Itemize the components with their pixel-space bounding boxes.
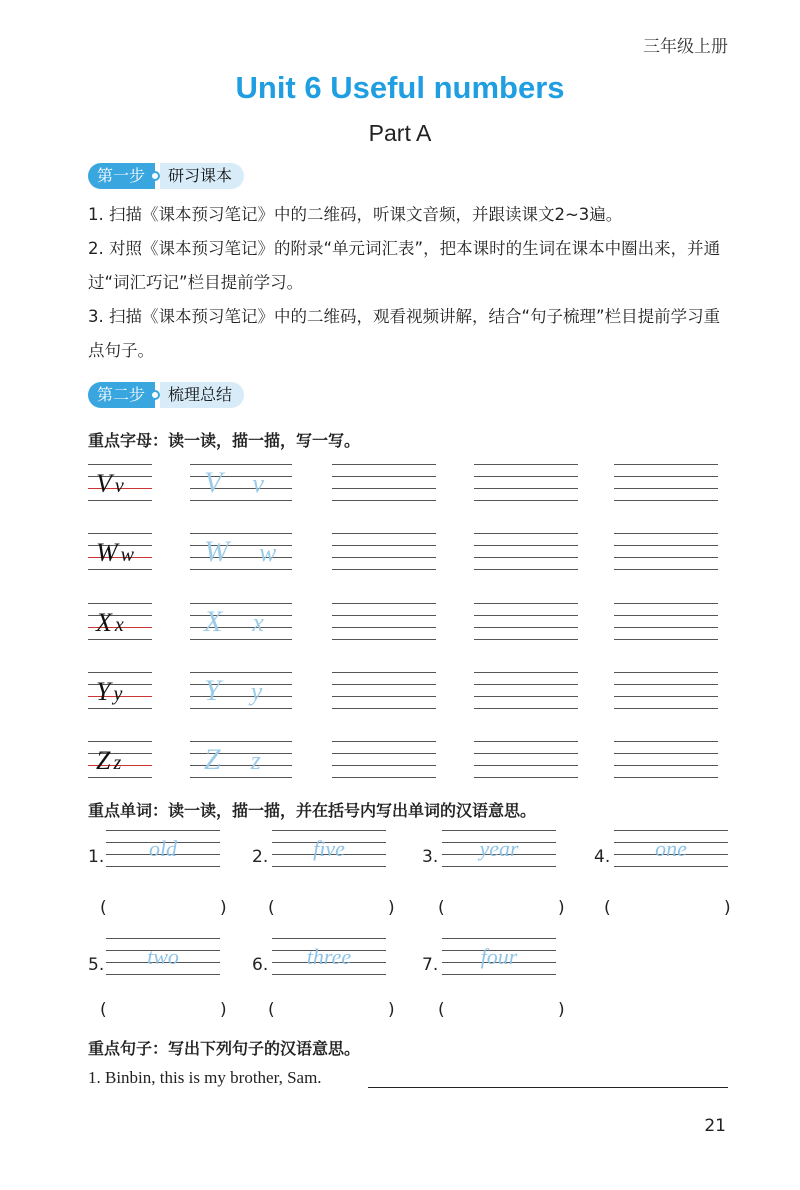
- ruled-line: [474, 672, 578, 673]
- instruction-item: 1. 扫描《课本预习笔记》中的二维码，听课文音频，并跟读课文2~3遍。: [88, 205, 623, 224]
- ruled-line: [614, 753, 718, 754]
- ruled-line: [614, 765, 718, 766]
- ruled-line: [474, 476, 578, 477]
- ruled-line: [474, 557, 578, 558]
- uppercase-letter: X: [204, 605, 223, 638]
- word-number: 6.: [252, 955, 269, 975]
- step-1-label: 第一步: [88, 163, 155, 189]
- letter-trace-strip[interactable]: [190, 741, 292, 777]
- unit-title: Unit 6 Useful numbers: [235, 70, 565, 105]
- paren-close: ): [388, 898, 395, 918]
- paren-open: (: [268, 1000, 275, 1020]
- word-trace-strip[interactable]: [442, 830, 556, 866]
- ruled-line: [332, 615, 436, 616]
- ruled-line: [474, 603, 578, 604]
- trace-letter: [204, 535, 276, 569]
- uppercase-letter: Y: [204, 674, 221, 707]
- word-trace-strip[interactable]: [272, 938, 386, 974]
- step-2-badge: [88, 382, 244, 408]
- words-heading: 重点单词：读一读，描一描，并在括号内写出单词的汉语意思。: [88, 801, 537, 820]
- paren-close: ): [724, 898, 731, 918]
- letter-writing-strip[interactable]: [332, 464, 436, 500]
- ruled-line: [474, 545, 578, 546]
- paren-open: (: [268, 898, 275, 918]
- ruled-line: [474, 765, 578, 766]
- ruled-line: [474, 488, 578, 489]
- ruled-line: [190, 603, 292, 604]
- letter-writing-strip[interactable]: [614, 464, 718, 500]
- word-number: 1.: [88, 847, 105, 867]
- ruled-line: [614, 603, 718, 604]
- ruled-line: [614, 500, 718, 501]
- ruled-line: [106, 938, 220, 939]
- ruled-line: [474, 708, 578, 709]
- paren-open: (: [100, 1000, 107, 1020]
- ruled-line: [190, 569, 292, 570]
- uppercase-letter: V: [204, 466, 223, 499]
- ruled-line: [614, 672, 718, 673]
- step-2-label: 第二步: [88, 382, 155, 408]
- uppercase-letter: V: [96, 469, 113, 498]
- paren-close: ): [220, 1000, 227, 1020]
- model-letter: [96, 538, 135, 568]
- letter-trace-strip[interactable]: [190, 464, 292, 500]
- lowercase-letter: z: [250, 746, 261, 775]
- letter-writing-strip[interactable]: [474, 533, 578, 569]
- ruled-line: [272, 866, 386, 867]
- ruled-line: [474, 684, 578, 685]
- trace-letter: [204, 466, 264, 500]
- word-trace-strip[interactable]: [442, 938, 556, 974]
- ruled-line: [332, 753, 436, 754]
- ruled-line: [614, 684, 718, 685]
- ruled-line: [614, 866, 728, 867]
- paren-close: ): [558, 898, 565, 918]
- ruled-line: [332, 557, 436, 558]
- step-1-instructions: [88, 198, 728, 368]
- ruled-line: [614, 569, 718, 570]
- ruled-line: [614, 545, 718, 546]
- lowercase-letter: w: [120, 544, 136, 566]
- word-number: 2.: [252, 847, 269, 867]
- trace-letter: [204, 743, 261, 777]
- ruled-line: [474, 696, 578, 697]
- ruled-line: [332, 708, 436, 709]
- sentence-item: 1. Binbin, this is my brother, Sam.: [88, 1068, 322, 1087]
- uppercase-letter: Z: [96, 746, 112, 775]
- ruled-line: [190, 464, 292, 465]
- letter-writing-strip[interactable]: [474, 672, 578, 708]
- lowercase-letter: y: [250, 677, 263, 706]
- ruled-line: [190, 639, 292, 640]
- lowercase-letter: v: [252, 469, 264, 498]
- ruled-line: [272, 830, 386, 831]
- letter-model-strip: [88, 741, 152, 777]
- word-trace-strip[interactable]: [106, 830, 220, 866]
- ruled-line: [332, 569, 436, 570]
- ruled-line: [88, 777, 152, 778]
- ruled-line: [614, 488, 718, 489]
- ruled-line: [614, 708, 718, 709]
- model-letter: [96, 608, 125, 638]
- ruled-line: [474, 533, 578, 534]
- letter-writing-strip[interactable]: [614, 672, 718, 708]
- ruled-line: [332, 741, 436, 742]
- lowercase-letter: x: [252, 608, 264, 637]
- trace-word: four: [480, 944, 518, 969]
- word-number: 5.: [88, 955, 105, 975]
- letter-writing-strip[interactable]: [474, 741, 578, 777]
- lowercase-letter: y: [113, 683, 124, 705]
- ruled-line: [332, 488, 436, 489]
- ruled-line: [332, 500, 436, 501]
- letter-trace-strip[interactable]: [190, 533, 292, 569]
- step-dot-icon: [150, 171, 160, 181]
- paren-open: (: [438, 898, 445, 918]
- trace-word: two: [147, 944, 179, 969]
- ruled-line: [88, 533, 152, 534]
- ruled-line: [332, 627, 436, 628]
- ruled-line: [332, 476, 436, 477]
- letter-model-strip: [88, 464, 152, 500]
- letter-model-strip: [88, 533, 152, 569]
- paren-open: (: [604, 898, 611, 918]
- sentences-heading: 重点句子：写出下列句子的汉语意思。: [88, 1039, 361, 1058]
- ruled-line: [88, 464, 152, 465]
- lowercase-letter: w: [259, 538, 277, 567]
- letter-writing-strip[interactable]: [332, 741, 436, 777]
- uppercase-letter: X: [96, 608, 113, 637]
- ruled-line: [474, 569, 578, 570]
- trace-word: three: [306, 944, 352, 969]
- ruled-line: [442, 938, 556, 939]
- letter-trace-strip[interactable]: [190, 603, 292, 639]
- word-trace-strip[interactable]: [272, 830, 386, 866]
- instruction-item: 3. 扫描《课本预习笔记》中的二维码，观看视频讲解，结合“句子梳理”栏目提前学习重点句子。: [88, 307, 721, 360]
- word-trace-strip[interactable]: [106, 938, 220, 974]
- ruled-line: [614, 627, 718, 628]
- letter-writing-strip[interactable]: [474, 464, 578, 500]
- letter-writing-strip[interactable]: [614, 533, 718, 569]
- uppercase-letter: Z: [204, 743, 221, 776]
- ruled-line: [88, 672, 152, 673]
- paren-close: ): [388, 1000, 395, 1020]
- ruled-line: [614, 476, 718, 477]
- letter-model-strip: [88, 672, 152, 708]
- ruled-line: [332, 545, 436, 546]
- ruled-line: [474, 777, 578, 778]
- trace-letter: [204, 605, 264, 639]
- ruled-line: [190, 500, 292, 501]
- letter-writing-strip[interactable]: [332, 533, 436, 569]
- ruled-line: [88, 741, 152, 742]
- step-dot-icon: [150, 390, 160, 400]
- ruled-line: [190, 777, 292, 778]
- ruled-line: [88, 500, 152, 501]
- ruled-line: [88, 603, 152, 604]
- ruled-line: [474, 615, 578, 616]
- ruled-line: [332, 603, 436, 604]
- ruled-line: [88, 569, 152, 570]
- ruled-line: [614, 557, 718, 558]
- ruled-line: [332, 696, 436, 697]
- ruled-line: [614, 830, 728, 831]
- step-1-badge: [88, 163, 244, 189]
- ruled-line: [614, 696, 718, 697]
- ruled-line: [190, 708, 292, 709]
- trace-letter: [204, 674, 262, 708]
- uppercase-letter: W: [96, 538, 119, 567]
- ruled-line: [332, 533, 436, 534]
- trace-word: year: [479, 836, 519, 861]
- ruled-line: [190, 741, 292, 742]
- sentence-answer-line[interactable]: [368, 1087, 728, 1088]
- uppercase-letter: W: [204, 535, 229, 568]
- model-letter: [96, 469, 125, 499]
- word-trace-strip[interactable]: [614, 830, 728, 866]
- ruled-line: [190, 533, 292, 534]
- ruled-line: [88, 708, 152, 709]
- page-number: 21: [704, 1116, 726, 1136]
- instruction-item: 2. 对照《课本预习笔记》的附录“单元词汇表”，把本课时的生词在课本中圈出来，并通过“词汇巧记”栏目提前学习。: [88, 239, 721, 292]
- letter-writing-strip[interactable]: [614, 603, 718, 639]
- ruled-line: [332, 684, 436, 685]
- letter-writing-strip[interactable]: [332, 672, 436, 708]
- paren-close: ): [558, 1000, 565, 1020]
- paren-open: (: [100, 898, 107, 918]
- trace-word: one: [655, 836, 687, 861]
- ruled-line: [442, 974, 556, 975]
- part-title: Part A: [368, 120, 432, 146]
- letter-writing-strip[interactable]: [474, 603, 578, 639]
- ruled-line: [272, 974, 386, 975]
- ruled-line: [474, 753, 578, 754]
- ruled-line: [614, 777, 718, 778]
- paren-close: ): [220, 898, 227, 918]
- trace-word: old: [148, 836, 178, 861]
- ruled-line: [190, 672, 292, 673]
- ruled-line: [272, 938, 386, 939]
- letter-writing-strip[interactable]: [614, 741, 718, 777]
- ruled-line: [332, 464, 436, 465]
- lowercase-letter: z: [113, 752, 123, 774]
- ruled-line: [614, 533, 718, 534]
- letter-model-strip: [88, 603, 152, 639]
- model-letter: [96, 746, 122, 776]
- word-number: 4.: [594, 847, 611, 867]
- ruled-line: [474, 627, 578, 628]
- ruled-line: [106, 866, 220, 867]
- ruled-line: [442, 866, 556, 867]
- ruled-line: [332, 777, 436, 778]
- letter-trace-strip[interactable]: [190, 672, 292, 708]
- paren-open: (: [438, 1000, 445, 1020]
- lowercase-letter: v: [114, 475, 125, 497]
- ruled-line: [614, 615, 718, 616]
- ruled-line: [332, 765, 436, 766]
- ruled-line: [332, 639, 436, 640]
- step-2-name: 梳理总结: [160, 382, 244, 408]
- ruled-line: [614, 464, 718, 465]
- model-letter: [96, 677, 123, 707]
- step-1-name: 研习课本: [160, 163, 244, 189]
- word-number: 3.: [422, 847, 439, 867]
- word-number: 7.: [422, 955, 439, 975]
- ruled-line: [474, 500, 578, 501]
- ruled-line: [442, 830, 556, 831]
- uppercase-letter: Y: [96, 677, 112, 706]
- grade-label: 三年级上册: [643, 37, 728, 57]
- ruled-line: [332, 672, 436, 673]
- lowercase-letter: x: [114, 614, 125, 636]
- ruled-line: [106, 974, 220, 975]
- ruled-line: [88, 639, 152, 640]
- ruled-line: [106, 830, 220, 831]
- ruled-line: [474, 639, 578, 640]
- letters-heading: 重点字母：读一读，描一描，写一写。: [88, 431, 361, 450]
- ruled-line: [474, 741, 578, 742]
- ruled-line: [614, 639, 718, 640]
- trace-word: five: [313, 836, 345, 861]
- letter-writing-strip[interactable]: [332, 603, 436, 639]
- ruled-line: [614, 741, 718, 742]
- ruled-line: [474, 464, 578, 465]
